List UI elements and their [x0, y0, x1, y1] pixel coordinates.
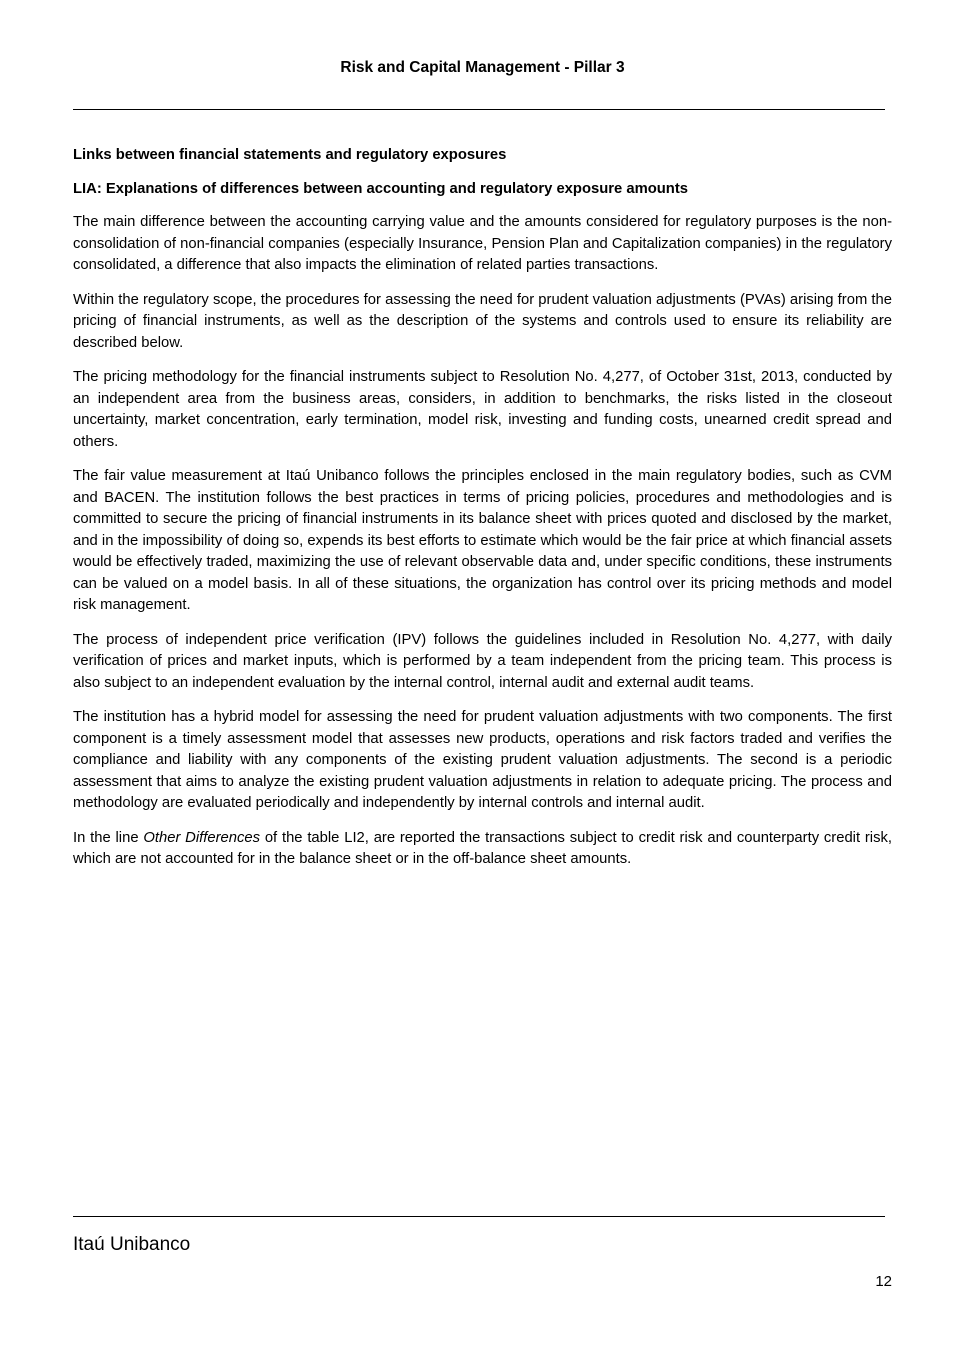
paragraph-6: The institution has a hybrid model for assessing the need for prudent valuation adjustments with two components. The first component is a timely assessment model that assesses new products, operations and risk factors traded and verifies the compliance and liability with any components of the existing prudent valuation adjustments. The second is a periodic assessment that aims to analyze the existing prudent valuation adjustments in relation to adequate pricing. The process and methodology are evaluated periodically and independently by internal controls and internal audit. — [73, 709, 892, 811]
paragraph-7 — [73, 828, 892, 871]
paragraph-7-rest: of the table LI2, are reported the transactions subject to credit risk and counterparty credit risk, which are not accounted for in the balance sheet or in the off-balance sheet amounts. — [73, 829, 893, 867]
paragraph-7-lead: In the line — [73, 829, 144, 846]
paragraph-2: Within the regulatory scope, the procedures for assessing the need for prudent valuation adjustments (PVAs) arising from the pricing of financial instruments, as well as the description of the systems and controls used to ensure its reliability are described below. — [73, 291, 892, 351]
paragraph-4: The fair value measurement at Itaú Unibanco follows the principles enclosed in the main regulatory bodies, such as CVM and BACEN. The institution follows the best practices in terms of pricing policies, procedures and methodologies and is committed to secure the pricing of financial instruments in its balance sheet with prices quoted and disclosed by the market, and in the impossibility of doing so, expends its best efforts to estimate which would be the fair price at which financial assets would be effectively traded, maximizing the use of relevant observable data and, under specific conditions, these instruments can be valued on a model basis. In all of these situations, the organization has control over its pricing methods and model risk management. — [73, 468, 892, 613]
section-title: Links between financial statements and regulatory exposures — [73, 147, 507, 163]
page-header-title: Risk and Capital Management - Pillar 3 — [340, 59, 625, 76]
header-divider — [73, 109, 885, 110]
footer-divider — [73, 1216, 885, 1217]
document-body — [73, 145, 892, 884]
paragraph-7-emphasis: Other Differences — [143, 829, 261, 846]
page-number: 12 — [875, 1273, 892, 1290]
footer-company-name: Itaú Unibanco — [73, 1234, 191, 1255]
paragraph-1: The main difference between the accounting carrying value and the amounts considered for regulatory purposes is the non-consolidation of non-financial companies (especially Insurance, Pension Plan and Capitalization companies) in the regulatory consolidated, a difference that also impacts the elimination of related parties transactions. — [73, 214, 892, 273]
paragraph-5: The process of independent price verification (IPV) follows the guidelines included in Resolution No. 4,277, with daily verification of prices and market inputs, which is performed by a team independent from the pricing team. This process is also subject to an independent evaluation by the internal control, internal audit and external audit teams. — [73, 631, 892, 691]
section-subtitle: LIA: Explanations of differences between accounting and regulatory exposure amounts — [73, 180, 689, 197]
paragraph-3: The pricing methodology for the financial instruments subject to Resolution No. 4,277, of October 31st, 2013, conducted by an independent area from the business areas, considers, in addition to benchmarks, the risks listed in the closeout uncertainty, market concentration, early termination, model risk, investing and funding costs, unearned credit spread and others. — [73, 369, 892, 450]
